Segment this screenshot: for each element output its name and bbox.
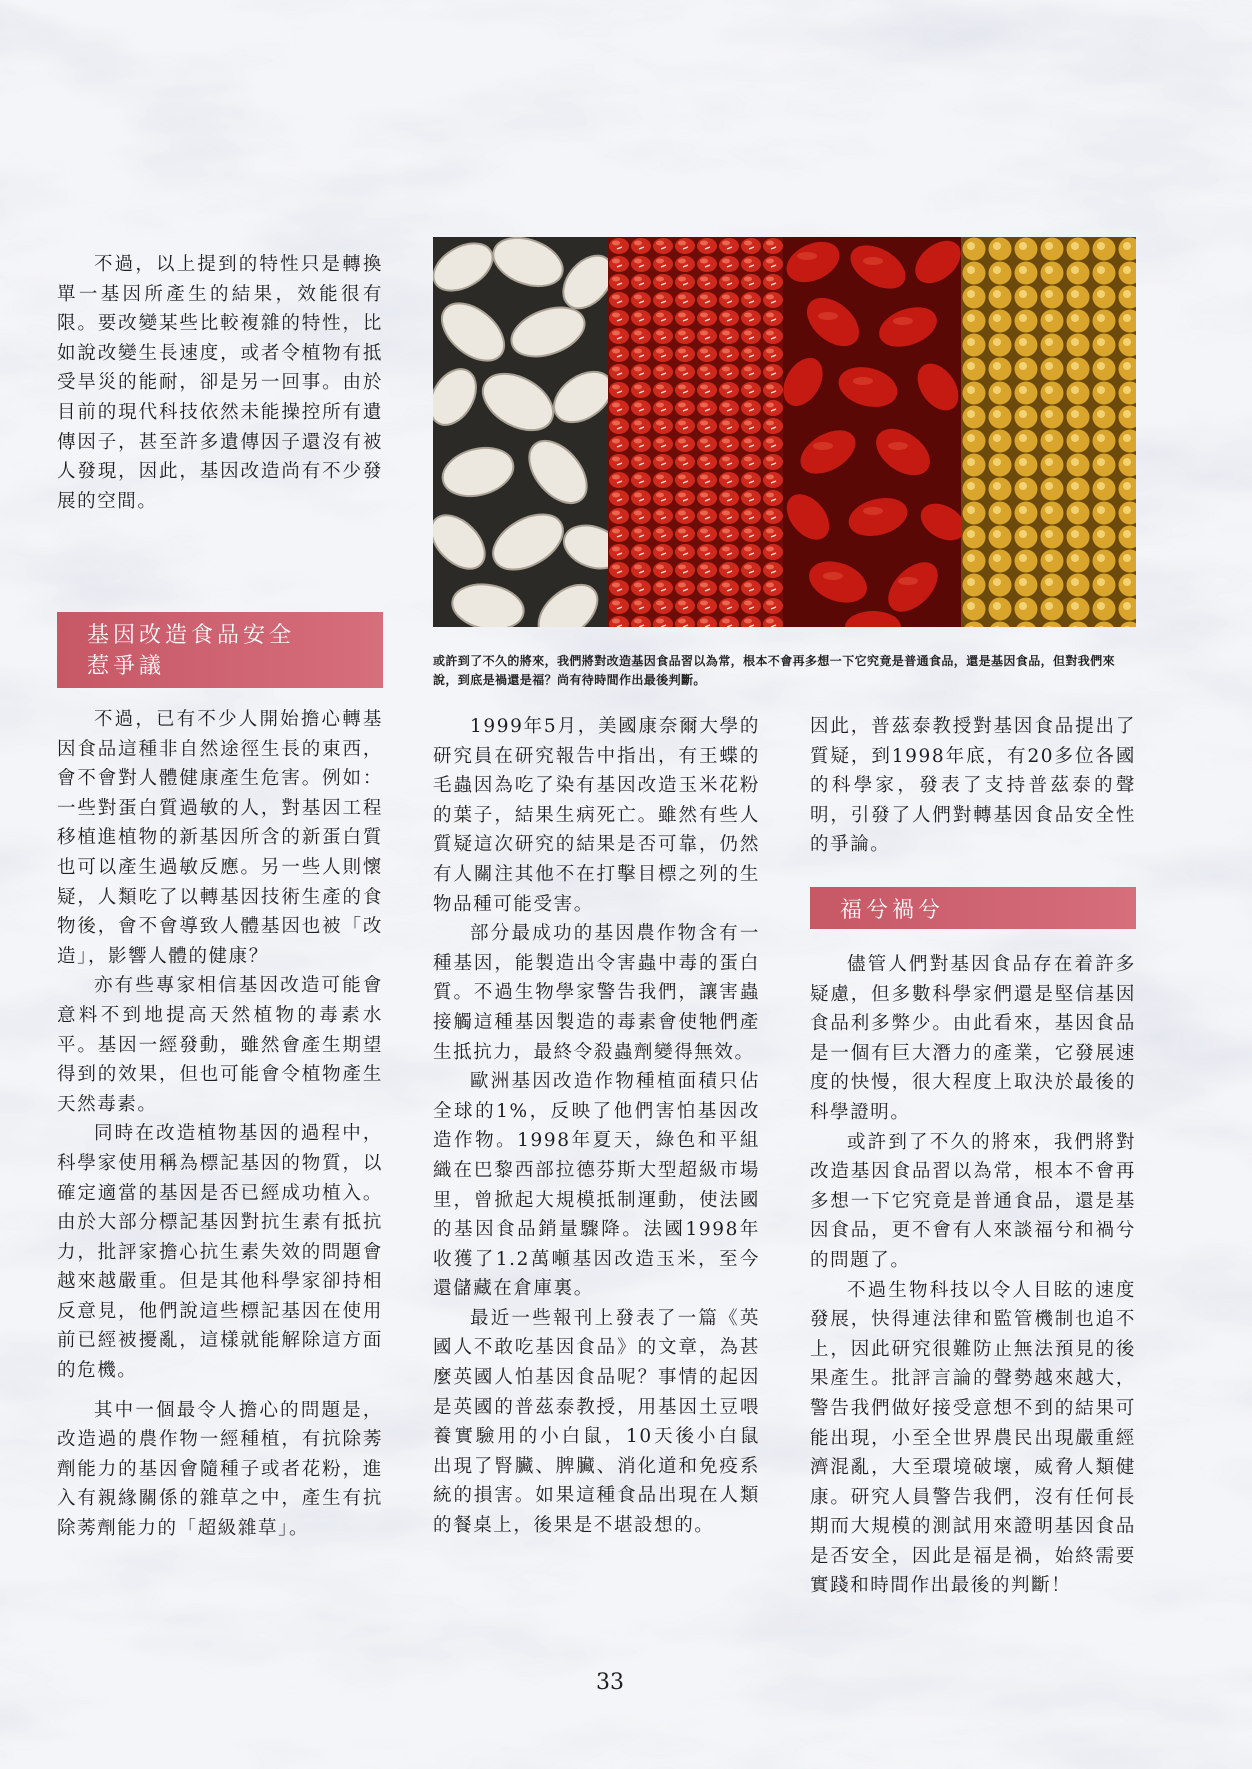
left-column-intro (57, 250, 383, 516)
intro-paragraph: 不過，以上提到的特性只是轉換單一基因所產生的結果，效能很有限。要改變某些比較複雜的特性，比如說改變生長速度，或者令植物有抵受旱災的能耐，卻是另一回事。由於目前的現代科技依然未能操控所有遺傳因子，甚至許多遺傳因子還沒有被人發現，因此，基因改造尚有不少發展的空間。 (57, 254, 383, 512)
section-heading-safety (57, 612, 383, 688)
paragraph: 不過生物科技以令人目眩的速度發展，快得連法律和監管機制也追不上，因此研究很難防止無法預見的後果產生。批評言論的聲勢越來越大，警告我們做好接受意想不到的結果可能出現，小至全世界農民出現嚴重經濟混亂，大至環境破壞，威脅人類健康。研究人員警告我們，沒有任何長期而大規模的測試用來證明基因食品是否安全，因此是福是禍，始終需要實踐和時間作出最後的判斷！ (810, 1279, 1136, 1597)
paragraph: 歐洲基因改造作物種植面積只佔全球的1%，反映了他們害怕基因改造作物。1998年夏天，綠色和平組織在巴黎西部拉德芬斯大型超級市場里，曾掀起大規模抵制運動，使法國的基因食品銷量驟降。法國1998年收獲了1.2萬噸基因改造玉米，至今還儲藏在倉庫裏。 (433, 1071, 760, 1300)
section-heading-fortune (810, 887, 1136, 929)
left-column-body (57, 705, 383, 1544)
paragraph: 同時在改造植物基因的過程中，科學家使用稱為標記基因的物質，以確定適當的基因是否已經成功植入。由於大部分標記基因對抗生素有抵抗力，批評家擔心抗生素失效的問題會越來越嚴重。但是其他科學家卻持相反意見，他們說這些標記基因在使用前已經被擾亂，這樣就能解除這方面的危機。 (57, 1123, 383, 1382)
paragraph: 其中一個最令人擔心的問題是，改造過的農作物一經種植，有抗除莠劑能力的基因會隨種子或者花粉，進入有親緣關係的雜草之中，產生有抗除莠劑能力的「超級雜草」。 (57, 1399, 383, 1540)
paragraph: 或許到了不久的將來，我們將對改造基因食品習以為常，根本不會再多想一下它究竟是普通食品，還是基因食品，更不會有人來談福兮和禍兮的問題了。 (810, 1131, 1136, 1271)
right-column-top (810, 712, 1136, 860)
soybeans-panel (961, 237, 1136, 627)
section-heading-line2: 惹爭議 (87, 654, 166, 679)
red-beans-panel (608, 237, 783, 627)
section-heading-line1: 基因改造食品安全 (87, 623, 296, 648)
right-column-body (810, 950, 1136, 1601)
white-beans-panel (433, 237, 608, 627)
paragraph: 亦有些專家相信基因改造可能會意料不到地提高天然植物的毒素水平。基因一經發動，雖然會產生期望得到的效果，但也可能會令植物產生天然毒素。 (57, 975, 383, 1115)
paragraph: 最近一些報刊上發表了一篇《英國人不敢吃基因食品》的文章，為甚麼英國人怕基因食品呢？事情的起因是英國的普茲泰教授，用基因土豆喂養實驗用的小白鼠，10天後小白鼠出現了腎臟、脾臟、消化道和免疫系統的損害。如果這種食品出現在人類的餐桌上，後果是不堪設想的。 (433, 1307, 760, 1537)
beans-photo (433, 237, 1136, 627)
paragraph: 因此，普茲泰教授對基因食品提出了質疑，到1998年底，有20多位各國的科學家，發表了支持普茲泰的聲明，引發了人們對轉基因食品安全性的爭論。 (810, 716, 1136, 856)
section-heading-text: 福兮禍兮 (840, 898, 945, 923)
paragraph: 不過，已有不少人開始擔心轉基因食品這種非自然途徑生長的東西，會不會對人體健康產生危害。例如：一些對蛋白質過敏的人，對基因工程移植進植物的新基因所含的新蛋白質也可以產生過敏反應。另一些人則懷疑，人類吃了以轉基因技術生產的食物後，會不會導致人體基因也被「改造」，影響人體的健康？ (57, 709, 383, 967)
photo-caption: 或許到了不久的將來，我們將對改造基因食品習以為常，根本不會再多想一下它究竟是普通食品，還是基因食品，但對我們來說，到底是禍還是福？尚有待時間作出最後判斷。 (433, 654, 1116, 687)
middle-column (433, 712, 760, 1541)
paragraph: 部分最成功的基因農作物含有一種基因，能製造出令害蟲中毒的蛋白質。不過生物學家警告我們，讓害蟲接觸這種基因製造的毒素會使牠們產生抵抗力，最終令殺蟲劑變得無效。 (433, 923, 760, 1063)
peanuts-panel (783, 237, 961, 627)
paragraph: 儘管人們對基因食品存在着許多疑慮，但多數科學家們還是堅信基因食品利多弊少。由此看來，基因食品是一個有巨大潛力的產業，它發展速度的快慢，很大程度上取決於最後的科學證明。 (810, 954, 1136, 1123)
paragraph: 1999年5月，美國康奈爾大學的研究員在研究報告中指出，有王蝶的毛蟲因為吃了染有基因改造玉米花粉的葉子，結果生病死亡。雖然有些人質疑這次研究的結果是否可靠，仍然有人關注其他不在打擊目標之列的生物品種可能受害。 (433, 716, 760, 915)
page-number: 33 (596, 1670, 624, 1695)
